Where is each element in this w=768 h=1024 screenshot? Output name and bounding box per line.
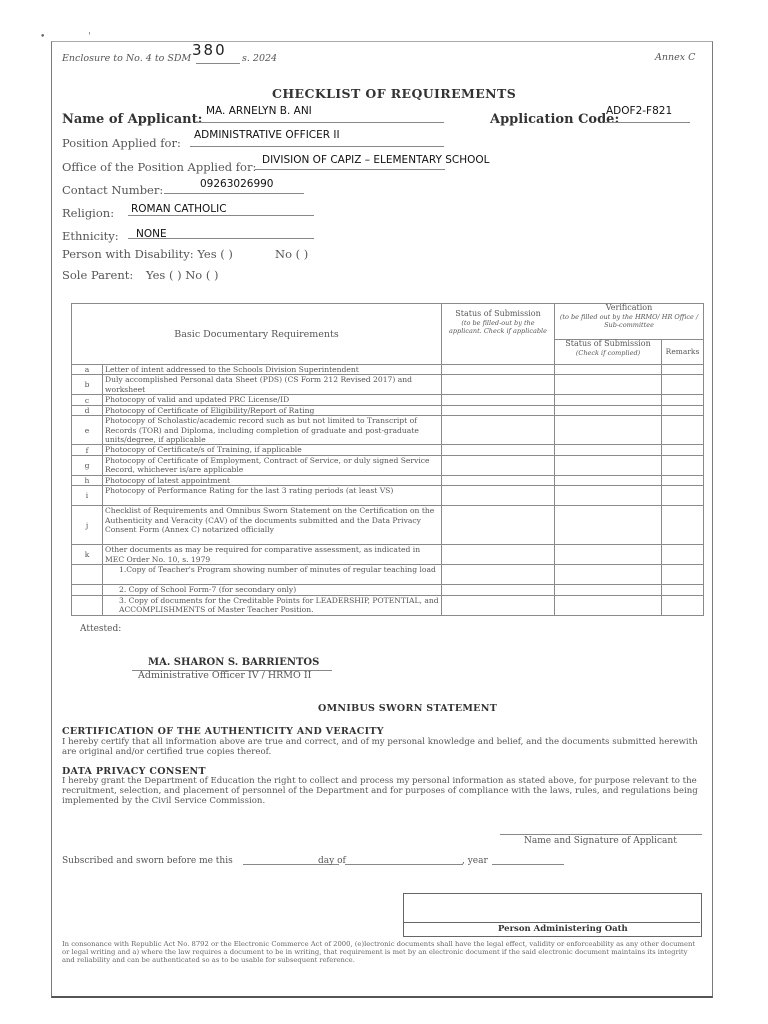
requirement-text: Other documents as may be required for comparative assessment, as indicated in MEC Order No. 10, s. 1979: [103, 545, 442, 565]
omnibus-title: OMNIBUS SWORN STATEMENT: [318, 703, 498, 714]
application-code-label: Application Code:: [490, 112, 620, 127]
header-remarks: Remarks: [662, 340, 704, 365]
requirement-text: Photocopy of latest appointment: [103, 475, 442, 485]
name-label: Name of Applicant:: [62, 112, 203, 127]
requirement-row: [72, 445, 704, 455]
privacy-text: I hereby grant the Department of Education the right to collect and process my personal information as stated above, for purpose relevant to the recruitment, selection, and placement of personnel of the Department and for purposes of compliance with the laws, rules, and regulations being implemented by the Civil Service Commission.: [62, 776, 698, 806]
requirement-letter: i: [72, 486, 103, 506]
annex-label: Annex C: [655, 52, 696, 63]
status-submission-cell[interactable]: [442, 565, 555, 585]
applicant-signature-label: Name and Signature of Applicant: [524, 836, 677, 846]
oath-label: Person Administering Oath: [498, 924, 628, 934]
subscribed-text-b: day of: [318, 856, 346, 866]
requirement-text: Photocopy of Performance Rating for the last 3 rating periods (at least VS): [103, 486, 442, 506]
status-submission-cell[interactable]: [442, 416, 555, 445]
attested-label: Attested:: [80, 624, 122, 634]
status-submission-cell[interactable]: [442, 365, 555, 375]
requirement-letter: d: [72, 405, 103, 415]
remarks-cell[interactable]: [662, 445, 704, 455]
ethnicity-value: NONE: [136, 228, 167, 240]
requirement-letter: e: [72, 416, 103, 445]
footnote: In consonance with Republic Act No. 8792 or the Electronic Commerce Act of 2000, (e)lectronic documents shall have the legal effect, validity or enforceability as any other document or legal writing and a) where the law requires a document to be in writing, that requirement is met by an electronic document if the said electronic document maintains its integrity and reliability and can be authenticated so as to be usable for subsequent reference.: [62, 940, 696, 964]
requirement-text: Photocopy of Certificate of Eligibility/Report of Rating: [103, 405, 442, 415]
requirement-text: Checklist of Requirements and Omnibus Sworn Statement on the Certification on the Authenticity and Veracity (CAV) of the documents submitted and the Data Privacy Consent Form (Annex C) notarized officially: [103, 506, 442, 545]
application-code-value: ADOF2-F821: [606, 105, 673, 117]
header-status-submission: Status of Submission (to be filled-out by the applicant. Check if applicable: [442, 304, 555, 365]
ethnicity-label: Ethnicity:: [62, 229, 119, 243]
remarks-cell[interactable]: [662, 585, 704, 595]
requirement-text: Duly accomplished Personal data Sheet (PDS) (CS Form 212 Revised 2017) and worksheet: [103, 375, 442, 395]
verification-status-cell[interactable]: [555, 506, 662, 545]
verification-status-cell[interactable]: [555, 445, 662, 455]
subscribed-text-a: Subscribed and sworn before me this: [62, 856, 233, 866]
contact-value: 09263026990: [200, 178, 274, 190]
name-value: MA. ARNELYN B. ANI: [206, 105, 312, 117]
remarks-cell[interactable]: [662, 595, 704, 615]
requirement-letter: k: [72, 545, 103, 565]
cav-text: I hereby certify that all information above are true and correct, and of my personal knowledge and belief, and the documents submitted herewith are original and/or certified true copies thereof.: [62, 737, 698, 757]
requirement-letter: f: [72, 445, 103, 455]
verification-status-cell[interactable]: [555, 486, 662, 506]
position-label: Position Applied for:: [62, 136, 181, 150]
header-basic-requirements: Basic Documentary Requirements: [72, 304, 442, 365]
remarks-cell[interactable]: [662, 455, 704, 475]
remarks-cell[interactable]: [662, 365, 704, 375]
remarks-cell[interactable]: [662, 375, 704, 395]
status-submission-cell[interactable]: [442, 475, 555, 485]
requirement-row: [72, 486, 704, 506]
remarks-cell[interactable]: [662, 486, 704, 506]
status-submission-cell[interactable]: [442, 405, 555, 415]
verification-status-cell[interactable]: [555, 475, 662, 485]
requirement-subrow: [72, 565, 704, 585]
header-verification: Verification (to be filled out by the HRMO/ HR Office / Sub-committee: [555, 304, 704, 340]
status-submission-cell[interactable]: [442, 585, 555, 595]
requirement-letter-empty: [72, 565, 103, 585]
requirement-text: Photocopy of valid and updated PRC License/ID: [103, 395, 442, 405]
remarks-cell[interactable]: [662, 545, 704, 565]
requirement-row: [72, 365, 704, 375]
remarks-cell[interactable]: [662, 506, 704, 545]
status-submission-cell[interactable]: [442, 455, 555, 475]
document-title: CHECKLIST OF REQUIREMENTS: [272, 86, 517, 101]
requirements-table: [71, 303, 704, 616]
enclosure-label: Enclosure to No. 4 to SDM: [62, 53, 192, 64]
remarks-cell[interactable]: [662, 395, 704, 405]
requirement-text: Letter of intent addressed to the Schools Division Superintendent: [103, 365, 442, 375]
privacy-title: DATA PRIVACY CONSENT: [62, 766, 206, 777]
cav-title: CERTIFICATION OF THE AUTHENTICITY AND VERACITY: [62, 726, 384, 737]
requirement-subitem-text: 1.Copy of Teacher's Program showing number of minutes of regular teaching load: [103, 565, 442, 585]
solo-parent-options: Yes ( ) No ( ): [146, 268, 219, 282]
status-submission-cell[interactable]: [442, 506, 555, 545]
verification-status-cell[interactable]: [555, 455, 662, 475]
status-submission-cell[interactable]: [442, 395, 555, 405]
requirement-letter-empty: [72, 585, 103, 595]
pwd-label: Person with Disability: Yes ( ): [62, 247, 233, 261]
requirement-row: [72, 455, 704, 475]
requirement-letter: c: [72, 395, 103, 405]
position-value: ADMINISTRATIVE OFFICER II: [194, 129, 340, 141]
subscribed-text-c: , year: [462, 856, 488, 866]
remarks-cell[interactable]: [662, 405, 704, 415]
requirement-row: [72, 375, 704, 395]
remarks-cell[interactable]: [662, 565, 704, 585]
requirement-row: [72, 545, 704, 565]
verification-status-cell[interactable]: [555, 565, 662, 585]
requirement-row: [72, 506, 704, 545]
status-submission-cell[interactable]: [442, 375, 555, 395]
requirement-letter: b: [72, 375, 103, 395]
verification-status-cell[interactable]: [555, 395, 662, 405]
verification-status-cell[interactable]: [555, 365, 662, 375]
pwd-no-option: No ( ): [275, 247, 309, 261]
requirement-letter: g: [72, 455, 103, 475]
requirement-letter: a: [72, 365, 103, 375]
status-submission-cell[interactable]: [442, 486, 555, 506]
requirement-row: [72, 416, 704, 445]
requirement-text: Photocopy of Certificate of Employment, Contract of Service, or duly signed Service Record, whichever is/are applicable: [103, 455, 442, 475]
religion-value: ROMAN CATHOLIC: [131, 203, 227, 215]
requirement-subrow: [72, 595, 704, 615]
remarks-cell[interactable]: [662, 475, 704, 485]
verification-status-cell[interactable]: [555, 585, 662, 595]
header-verification-status: Status of Submission (Check if complied): [555, 340, 662, 365]
verification-status-cell[interactable]: [555, 416, 662, 445]
requirement-letter: j: [72, 506, 103, 545]
scan-mark: • ': [40, 32, 91, 42]
attesting-officer-title: Administrative Officer IV / HRMO II: [138, 670, 312, 681]
verification-status-cell[interactable]: [555, 545, 662, 565]
verification-status-cell[interactable]: [555, 375, 662, 395]
requirement-text: Photocopy of Certificate/s of Training, if applicable: [103, 445, 442, 455]
requirement-subitem-text: 2. Copy of School Form-7 (for secondary only): [103, 585, 442, 595]
requirement-letter-empty: [72, 595, 103, 615]
remarks-cell[interactable]: [662, 416, 704, 445]
requirement-row: [72, 405, 704, 415]
status-submission-cell[interactable]: [442, 445, 555, 455]
attesting-officer-name: MA. SHARON S. BARRIENTOS: [148, 657, 320, 668]
office-label: Office of the Position Applied for:: [62, 160, 257, 174]
enclosure-year: s. 2024: [242, 53, 278, 64]
contact-label: Contact Number:: [62, 183, 164, 197]
religion-label: Religion:: [62, 206, 115, 220]
requirement-row: [72, 475, 704, 485]
requirement-row: [72, 395, 704, 405]
status-submission-cell[interactable]: [442, 545, 555, 565]
office-value: DIVISION OF CAPIZ – ELEMENTARY SCHOOL: [262, 154, 490, 166]
status-submission-cell[interactable]: [442, 595, 555, 615]
requirement-letter: h: [72, 475, 103, 485]
verification-status-cell[interactable]: [555, 405, 662, 415]
verification-status-cell[interactable]: [555, 595, 662, 615]
enclosure-number-handwritten: 380: [192, 41, 227, 59]
requirement-subitem-text: 3. Copy of documents for the Creditable Points for LEADERSHIP, POTENTIAL, and ACCOMPLISHMENTS of Master Teacher Position.: [103, 595, 442, 615]
requirement-subrow: [72, 585, 704, 595]
solo-parent-label: Sole Parent:: [62, 268, 134, 282]
requirement-text: Photocopy of Scholastic/academic record such as but not limited to Transcript of Records (TOR) and Diploma, including completion of graduate and post-graduate units/degree, if applicable: [103, 416, 442, 445]
